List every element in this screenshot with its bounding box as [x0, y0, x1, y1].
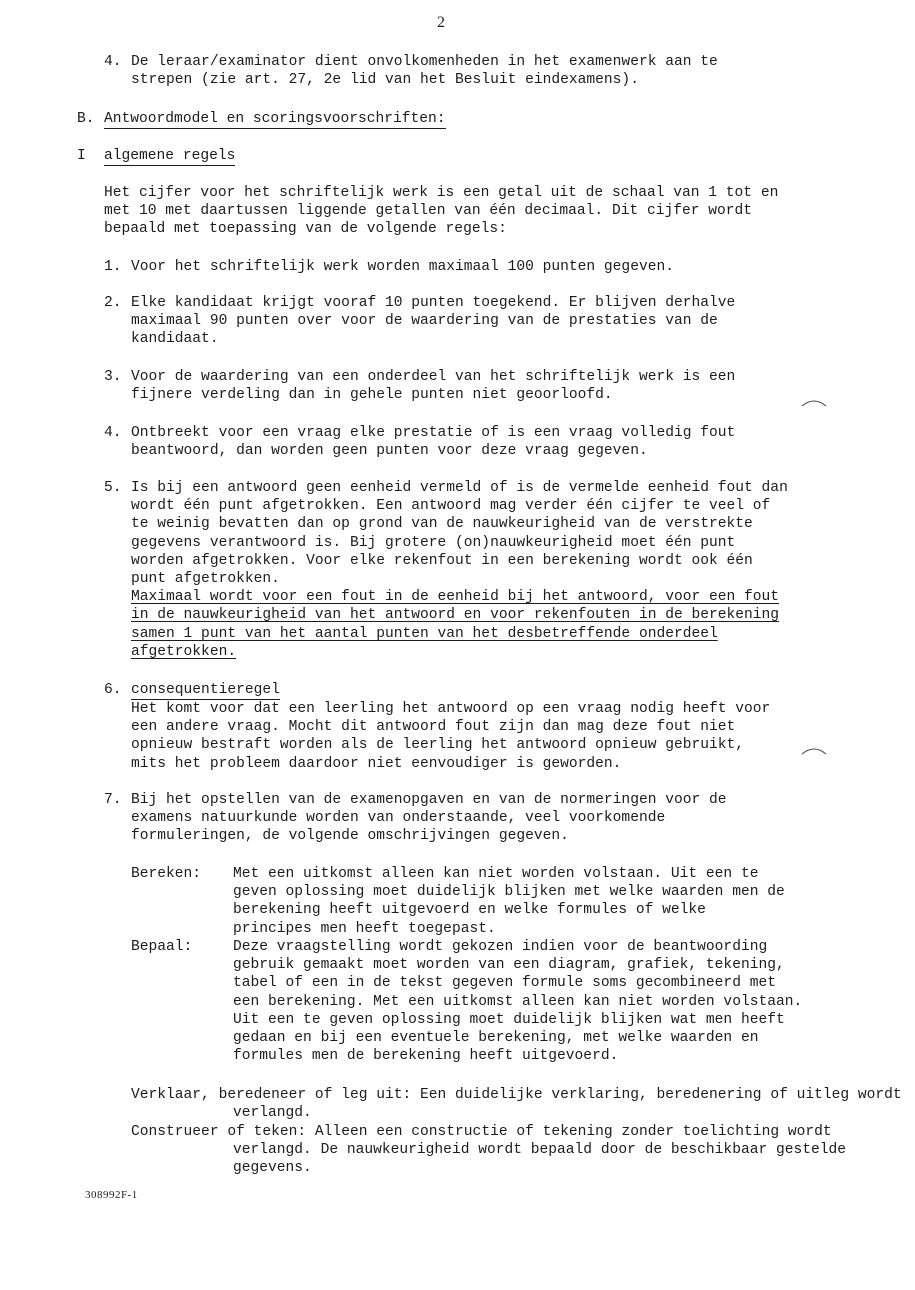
section-i-title-text: algemene regels	[104, 148, 236, 164]
definition-text-construeer: Alleen een constructie of tekening zonder toelichting wordt verlangd. De nauwkeurigheid wordt bepaald door de beschikbaar gestelde gegevens.	[233, 1124, 847, 1177]
definition-term-bereken: Bereken:	[131, 866, 202, 882]
rule-5-underlined-text: Maximaal wordt voor een fout in de eenheid bij het antwoord, voor een fout in de nauwkeurigheid van het antwoord en voor rekenfouten in de berekening samen 1 punt van het aantal punten van het desbetreffende onderdeel afgetrokken.	[131, 589, 780, 660]
definition-term-construeer: Construeer of teken:	[131, 1124, 307, 1140]
section-i-label: I	[77, 148, 86, 164]
section-b-title	[104, 110, 446, 129]
page-number: 2	[437, 14, 445, 31]
section-b-title-text: Antwoordmodel en scoringsvoorschriften:	[104, 111, 446, 127]
rule-5-body	[131, 479, 791, 661]
rule-5-number: 5.	[104, 480, 122, 496]
rule-6-number: 6.	[104, 682, 122, 698]
margin-arc-mark	[800, 396, 830, 410]
section-b-label: B.	[77, 111, 95, 127]
rule-5-text: Is bij een antwoord geen eenheid vermeld of is de vermelde eenheid fout dan wordt één punt afgetrokken. Een antwoord mag verder één cijfer te veel of te weinig bevatten dan op grond van de nauwkeurigheid van de verstrekte gegevens verantwoord is. Bij grotere (on)nauwkeurigheid moet één punt worden afgetrokken. Voor elke rekenfout in een berekening wordt ook één punt afgetrokken.	[131, 480, 788, 588]
definition-text-bepaal: Deze vraagstelling wordt gekozen indien voor de beantwoording gebruik gemaakt moet worden van een diagram, grafiek, tekening, tabel of een in de tekst gegeven formule soms gecombineerd met een berekening. Met een uitkomst alleen kan niet worden volstaan. Uit een te geven oplossing moet duidelijk blijken wat men heeft gedaan en bij een eventuele berekening, met welke waarden en formules men de berekening heeft uitgevoerd.	[233, 939, 803, 1065]
rule-6-text: Het komt voor dat een leerling het antwoord op een vraag nodig heeft voor een andere vraag. Mocht dit antwoord fout zijn dan mag deze fout niet opnieuw bestraft worden als de leerling het antwoord opnieuw gebruikt, mits het probleem daardoor niet eenvoudiger is geworden.	[131, 701, 771, 772]
rule-7-number: 7.	[104, 792, 122, 808]
definition-verklaar	[131, 1086, 903, 1122]
rule-4-text: Ontbreekt voor een vraag elke prestatie of is een vraag volledig fout beantwoord, dan worden geen punten voor deze vraag gegeven.	[131, 425, 736, 460]
rule-1-text: Voor het schriftelijk werk worden maximaal 100 punten gegeven.	[131, 259, 674, 275]
rule-2-number: 2.	[104, 295, 122, 311]
item-4-number: 4.	[104, 54, 122, 70]
rule-7-text: Bij het opstellen van de examenopgaven en van de normeringen voor de examens natuurkunde worden van onderstaande, veel voorkomende formuleringen, de volgende omschrijvingen gegeven.	[131, 792, 727, 845]
item-4-text: De leraar/examinator dient onvolkomenheden in het examenwerk aan te strepen (zie art. 27, 2e lid van het Besluit eindexamens).	[131, 54, 718, 89]
margin-arc-mark	[800, 744, 830, 758]
rule-6-heading: consequentieregel	[131, 682, 280, 698]
rule-3-number: 3.	[104, 369, 122, 385]
section-i-title	[104, 147, 235, 166]
intro-paragraph: Het cijfer voor het schriftelijk werk is een getal uit de schaal van 1 tot en met 10 met daartussen liggende getallen van één decimaal. Dit cijfer wordt bepaald met toepassing van de volgende regels:	[104, 185, 779, 238]
rule-3-text: Voor de waardering van een onderdeel van het schriftelijk werk is een fijnere verdeling dan in gehele punten niet geoorloofd.	[131, 369, 736, 404]
rule-6-body	[131, 681, 781, 773]
definition-term-verklaar: Verklaar, beredeneer of leg uit:	[131, 1087, 412, 1103]
document-code: 308992F-1	[85, 1189, 138, 1201]
rule-4-number: 4.	[104, 425, 122, 441]
definition-construeer	[131, 1123, 903, 1178]
definition-term-bepaal: Bepaal:	[131, 939, 193, 955]
rule-1-number: 1.	[104, 259, 122, 275]
definition-text-bereken: Met een uitkomst alleen kan niet worden volstaan. Uit een te geven oplossing moet duidelijk blijken met welke waarden men de berekening heeft uitgevoerd en welke formules of welke principes men heeft toegepast.	[233, 866, 785, 937]
rule-2-text: Elke kandidaat krijgt vooraf 10 punten toegekend. Er blijven derhalve maximaal 90 punten over voor de waardering van de prestaties van de kandidaat.	[131, 295, 736, 348]
definition-text-verklaar: Een duidelijke verklaring, beredenering of uitleg wordt verlangd.	[233, 1087, 902, 1122]
